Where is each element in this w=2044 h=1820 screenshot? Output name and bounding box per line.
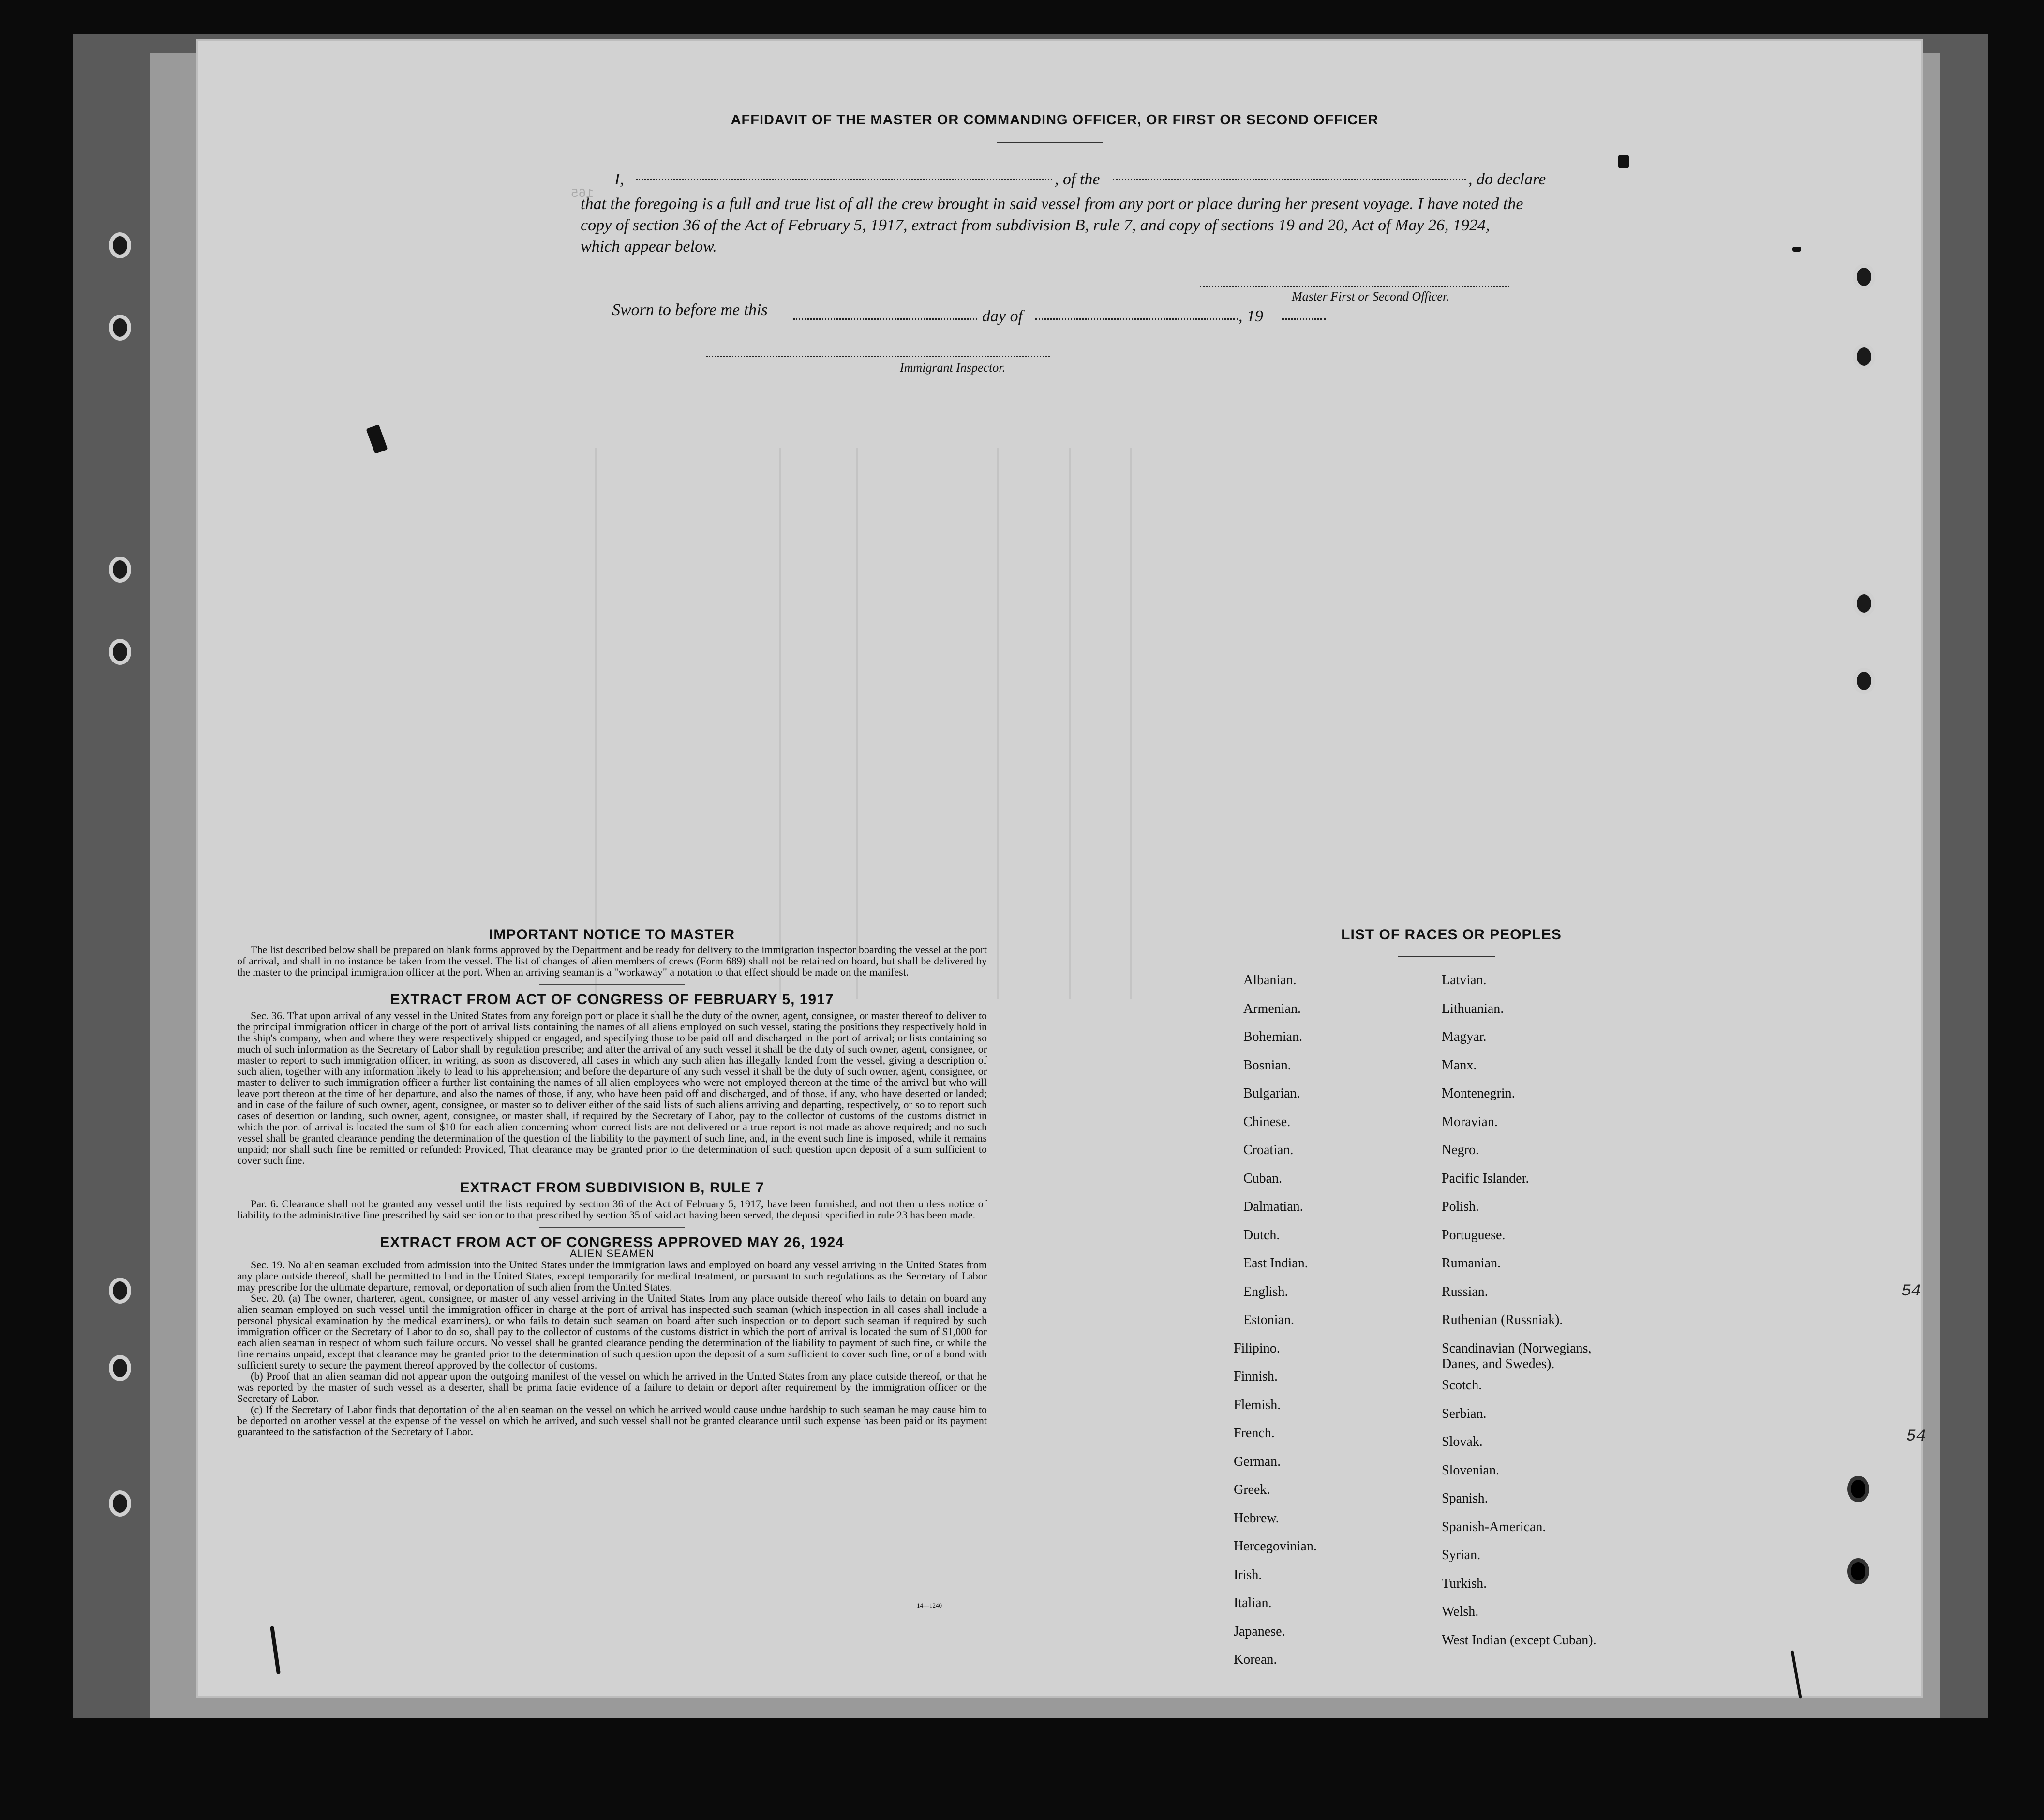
affidavit-body: that the foregoing is a full and true list of all the crew brought in said vessel from any port or place during her present voyage. I have noted the copy of section 36 of the Act of February 5, 1917, extract from subdivision B, rule 7, and copy of sections 19 and 20, Act of May 26, 1924, which appear below. <box>581 195 1523 256</box>
race-item: West Indian (except Cuban). <box>1442 1632 1596 1648</box>
sec20c-text: (c) If the Secretary of Labor finds that deportation of the alien seaman on the vessel on which he arrived would cause undue hardship to such seaman he may cause him to be deported on another vessel at the expense of the vessel on which he arrived, and such vessel shall not be granted clearance until such expense has been paid or its payment guaranteed to the satisfaction of the Secretary of Labor. <box>237 1403 987 1438</box>
race-item: Pacific Islander. <box>1442 1171 1529 1186</box>
race-item: Slovenian. <box>1442 1462 1499 1478</box>
race-item: Hercegovinian. <box>1234 1539 1317 1554</box>
race-item: Scandinavian (Norwegians, <box>1442 1340 1592 1356</box>
race-item: Dalmatian. <box>1243 1199 1303 1214</box>
page-number-bleed: 165 <box>571 186 594 201</box>
binder-hole-right-6 <box>1847 1558 1869 1584</box>
bleed-through-line <box>595 448 597 999</box>
race-item: Dutch. <box>1243 1227 1280 1243</box>
race-item: Ruthenian (Russniak). <box>1442 1312 1563 1327</box>
notice-text: The list described below shall be prepared on blank forms approved by the Department and be ready for delivery to the immigration inspector boarding the vessel at the port of arrival, and shall in no instance be taken from the vessel. The list of changes of alien members of crews (Form 689) shall not be retained on board, but shall be delivered by the master to the principal immigration officer at the port. When an arriving seaman is a "workaway" a notation to that effect should be made on the manifest. <box>237 944 987 978</box>
notice-title: IMPORTANT NOTICE TO MASTER <box>489 927 735 943</box>
race-item: Scotch. <box>1442 1378 1482 1393</box>
race-item: Spanish. <box>1442 1491 1488 1506</box>
race-item: Syrian. <box>1442 1548 1481 1563</box>
affidavit-declare-text: , do declare <box>1468 170 1546 188</box>
sec20a-text: Sec. 20. (a) The owner, charterer, agent, consignee, or master of any vessel arriving in the United States from any place outside thereof who fails to detain on board any alien seaman employed on such vessel until the immigration officer in charge at the port of arrival has inspected such seaman (which inspection in all cases shall include a personal physical examination by the medical examiners), or who fails to detain such seaman on board after such inspection or to deport such seaman if required by such immigration officer or the Secretary of Labor to do so, shall pay to the collector of customs of the customs district in which the port of arrival is located the sum of $1,000 for each alien seaman in respect of whom such failure occurs. No vessel shall be granted clearance pending the determination of the liability to payment of such fine, or while the fine remains unpaid, except that clearance may be granted prior to the determination of such question upon the deposit of a sum sufficient to cover such fine, or of a bond with sufficient surety to secure the payment thereof approved by the collector of customs. <box>237 1292 987 1371</box>
sec19-text: Sec. 19. No alien seaman excluded from admission into the United States under the immigration laws and employed on board any vessel arriving in the United States from any place outside thereof, shall be permitted to land in the United States, except temporarily for medical treatment, or pursuant to such regulations as the Secretary of Labor may prescribe for the ultimate departure, removal, or deportation of such alien from the United States. <box>237 1259 987 1293</box>
crew-manifest-back-page <box>198 41 1921 1696</box>
race-item: Chinese. <box>1243 1114 1291 1129</box>
binder-hole-6 <box>109 1355 131 1381</box>
race-item: Russian. <box>1442 1284 1488 1299</box>
affidavit-declarant-prefix: I, <box>614 170 624 188</box>
race-item: Moravian. <box>1442 1114 1498 1129</box>
binder-hole-7 <box>109 1490 131 1517</box>
affidavit-title-rule <box>997 142 1103 143</box>
race-item: East Indian. <box>1243 1256 1308 1271</box>
race-item: Greek. <box>1234 1482 1270 1497</box>
sworn-year-field[interactable] <box>1282 318 1326 320</box>
binder-hole-2 <box>109 315 131 341</box>
vessel-name-field[interactable] <box>1113 179 1466 180</box>
extract-1917-text: Sec. 36. That upon arrival of any vessel in the United States from any foreign port or place it shall be the duty of the owner, agent, consignee, or master thereof to deliver to the principal immigration officer in charge of the port of arrival lists containing the names of all aliens employed on such vessel, stating the positions they respectively hold in the ship's company, when and where they were respectively shipped or engaged, and specifying those to be paid off and discharged in the port of arrival; or lists containing so much of such information as the Secretary of Labor shall by regulation prescribe; and after the arrival of any such vessel it shall be the duty of such owner, agent, consignee, or master to report to such immigration officer, in writing, as soon as discovered, all cases in which any such alien has illegally landed from the vessel, giving a description of such alien, together with any information likely to lead to his apprehension; and before the departure of any such vessel it shall be the duty of such owner, agent, consignee, or master to deliver to such immigration officer a further list containing the names of all alien employees who were not employed thereon at the time of the arrival but who will leave port thereon at the time of her departure, and also the names of those, if any, who have been paid off and discharged, and of those, if any, who have deserted or landed; and in case of the failure of such owner, agent, consignee, or master so to deliver either of the said lists of such aliens arriving and departing, respectively, or so to report such cases of desertion or landing, such owner, agent, consignee, or master shall, if required by the Secretary of Labor, pay to the collector of customs of the customs district in which the port of arrival is located the sum of $10 for each alien concerning whom correct lists are not delivered or a true report is not made as above required; and no such vessel shall be granted clearance pending the determination of the question of the liability to the payment of such fine, and, in the event such fine is imposed, while it remains unpaid; nor shall such fine be remitted or refunded: Provided, That clearance may be granted prior to the determination of such question upon deposit of a sum sufficient to cover such fine. <box>237 1009 987 1166</box>
race-item: Bulgarian. <box>1243 1086 1300 1101</box>
declarant-name-field[interactable] <box>636 179 1052 180</box>
race-item: Estonian. <box>1243 1312 1294 1327</box>
race-item: Albanian. <box>1243 973 1297 988</box>
race-item: Korean. <box>1234 1652 1277 1667</box>
race-item: Polish. <box>1442 1199 1479 1214</box>
race-item: Portuguese. <box>1442 1227 1506 1243</box>
section-divider <box>539 1227 685 1228</box>
race-item: Turkish. <box>1442 1576 1487 1591</box>
sworn-month-field[interactable] <box>1035 318 1238 320</box>
race-item: Negro. <box>1442 1143 1479 1158</box>
margin-note: 54 <box>1906 1428 1926 1446</box>
race-item: Manx. <box>1442 1057 1477 1073</box>
binder-hole-4 <box>109 639 131 665</box>
race-item: Italian. <box>1234 1595 1272 1610</box>
race-item: Serbian. <box>1442 1406 1487 1421</box>
race-item: Bosnian. <box>1243 1057 1291 1073</box>
sworn-prefix: Sworn to before me this <box>612 301 768 319</box>
race-item: Armenian. <box>1243 1001 1301 1016</box>
race-item: Spanish-American. <box>1442 1519 1546 1534</box>
bleed-through-line <box>779 448 781 999</box>
section-divider <box>539 984 685 985</box>
extract-1917-title: EXTRACT FROM ACT OF CONGRESS OF FEBRUARY 5, 1917 <box>390 992 834 1008</box>
rule7-title: EXTRACT FROM SUBDIVISION B, RULE 7 <box>460 1180 764 1196</box>
sworn-day-field[interactable] <box>793 318 977 320</box>
race-item: Croatian. <box>1243 1143 1294 1158</box>
race-item: Welsh. <box>1442 1604 1479 1619</box>
race-item: French. <box>1234 1426 1275 1441</box>
race-item: Danes, and Swedes). <box>1442 1356 1555 1371</box>
bleed-through-line <box>1069 448 1071 999</box>
race-item: Hebrew. <box>1234 1510 1279 1526</box>
form-number: 14—1240 <box>917 1602 942 1609</box>
race-item: Rumanian. <box>1442 1256 1501 1271</box>
race-item: Montenegrin. <box>1442 1086 1515 1101</box>
binder-hole-right-4 <box>1853 668 1875 694</box>
affidavit-vessel-prefix: , of the <box>1055 170 1100 188</box>
race-item: Slovak. <box>1442 1434 1483 1449</box>
race-item: Filipino. <box>1234 1340 1280 1356</box>
binder-hole-5 <box>109 1278 131 1304</box>
race-item: German. <box>1234 1454 1281 1469</box>
race-item: Bohemian. <box>1243 1029 1303 1044</box>
sworn-day-of: day of <box>982 307 1023 325</box>
binder-hole-right-1 <box>1853 264 1875 290</box>
officer-signature-field[interactable] <box>1200 286 1509 287</box>
bleed-through-line <box>856 448 858 999</box>
binder-hole-right-2 <box>1853 344 1875 370</box>
binder-hole-3 <box>109 557 131 583</box>
race-item: Irish. <box>1234 1567 1262 1582</box>
race-item: Magyar. <box>1442 1029 1487 1044</box>
notices-section <box>237 929 987 1437</box>
inspector-signature-field[interactable] <box>706 356 1050 357</box>
races-title: LIST OF RACES OR PEOPLES <box>1341 927 1562 943</box>
bleed-through-line <box>997 448 999 999</box>
pen-mark <box>1618 155 1629 168</box>
extract-1924-title: EXTRACT FROM ACT OF CONGRESS APPROVED MAY 26, 1924 <box>380 1234 844 1250</box>
races-title-rule <box>1398 956 1495 957</box>
race-item: Finnish. <box>1234 1369 1278 1384</box>
race-item: Latvian. <box>1442 973 1487 988</box>
officer-signature-label: Master First or Second Officer. <box>1292 289 1449 303</box>
binder-hole-right-5 <box>1847 1476 1869 1502</box>
binder-hole-right-3 <box>1853 590 1875 617</box>
rule7-text: Par. 6. Clearance shall not be granted any vessel until the lists required by section 36 of the Act of February 5, 1917, have been furnished, and not then unless notice of liability to the administrative fine prescribed by said section or to that prescribed by section 35 of said act having been served, the deposit specified in rule 23 has been made. <box>237 1198 987 1221</box>
sworn-year-prefix: , 19 <box>1238 307 1263 325</box>
bleed-through-line <box>1130 448 1132 999</box>
race-item: Japanese. <box>1234 1624 1285 1639</box>
race-item: Flemish. <box>1234 1397 1281 1413</box>
race-item: English. <box>1243 1284 1288 1299</box>
race-item: Lithuanian. <box>1442 1001 1504 1016</box>
alien-seamen-subtitle: ALIEN SEAMEN <box>569 1248 655 1260</box>
sec20b-text: (b) Proof that an alien seaman did not appear upon the outgoing manifest of the vessel on which he arrived in the United States from any place outside thereof, or that he was reported by the master of such vessel as a deserter, shall be prima facie evidence of a failure to detain or deport after requirement by the immigration officer or the Secretary of Labor. <box>237 1370 987 1404</box>
margin-note: 54 <box>1901 1282 1921 1301</box>
race-item: Cuban. <box>1243 1171 1283 1186</box>
inspector-signature-label: Immigrant Inspector. <box>900 361 1006 375</box>
pen-mark <box>1792 247 1801 252</box>
binder-hole-1 <box>109 232 131 258</box>
affidavit-title: AFFIDAVIT OF THE MASTER OR COMMANDING OFFICER, OR FIRST OR SECOND OFFICER <box>731 112 1379 128</box>
